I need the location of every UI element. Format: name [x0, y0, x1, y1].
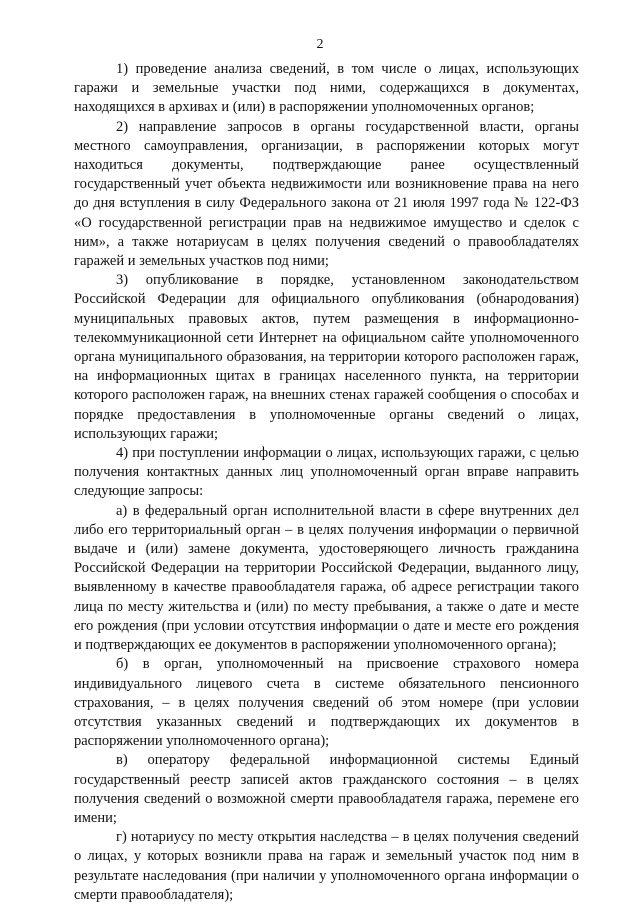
- paragraph-item-3: 3) опубликование в порядке, установленном законодательством Российской Федерации для официального опубликования (обнародования) муниципальных правовых актов, путем размещения в информационно-телекоммуникационной сети Интернет на официальном сайте уполномоченного органа муниципального образования, на территории которого расположен гараж, на информационных щитах в границах населенного пункта, на территории которого расположен гараж, на внешних стенах гаражей сообщения о способах и порядке предоставления в уполномоченные органы сведений о лицах, использующих гаражи;: [74, 272, 579, 442]
- paragraph-subitem-a: а) в федеральный орган исполнительной власти в сфере внутренних дел либо его территориальный орган – в целях получения информации о первичной выдаче и (или) замене документа, удостоверяющего личность гражданина Российской Федерации на территории Российской Федерации, выданного лицу, выявленному в качестве правообладателя гаража, об адресе регистрации такого лица по месту жительства и (или) по месту пребывания, а также о дате и месте его рождения (при условии отсутствия информации о дате и месте его рождения и подтверждающих ее документов в распоряжении уполномоченного органа);: [74, 502, 579, 654]
- page-number: 2: [316, 37, 324, 52]
- paragraph-item-1: 1) проведение анализа сведений, в том числе о лицах, использующих гаражи и земельные участки под ними, содержащихся в документах, находящихся в архивах и (или) в распоряжении уполномоченных органов;: [74, 61, 579, 116]
- paragraph-subitem-b: б) в орган, уполномоченный на присвоение страхового номера индивидуального лицевого счета в системе обязательного пенсионного страхования, – в целях получения сведений об этом номере (при условии отсутствия указанных сведений и подтверждающих их документов в распоряжении уполномоченного органа);: [74, 656, 579, 750]
- paragraph-subitem-g: г) нотариусу по месту открытия наследства – в целях получения сведений о лицах, у которых возникли права на гараж и земельный участок под ним в результате наследования (при наличии у уполномоченного органа информации о смерти правообладателя);: [74, 829, 579, 903]
- paragraph-item-2: 2) направление запросов в органы государственной власти, органы местного самоуправления, организации, в распоряжении которых могут находиться документы, подтверждающие ранее осуществленный государственный учет объекта недвижимости или возникновение права на него до дня вступления в силу Федерального закона от 21 июля 1997 года № 122-ФЗ «О государственной регистрации прав на недвижимое имущество и сделок с ним», а также нотариусам в целях получения сведений о правообладателях гаражей и земельных участков под ними;: [74, 118, 579, 270]
- paragraph-subitem-v: в) оператору федеральной информационной системы Единый государственный реестр записей актов гражданского состояния – в целях получения сведений о возможной смерти правообладателя гаража, перемене его имени;: [74, 752, 579, 826]
- document-body: [74, 60, 579, 905]
- paragraph-item-4: 4) при поступлении информации о лицах, использующих гаражи, с целью получения контактных данных лиц уполномоченный орган вправе направить следующие запросы:: [74, 445, 579, 500]
